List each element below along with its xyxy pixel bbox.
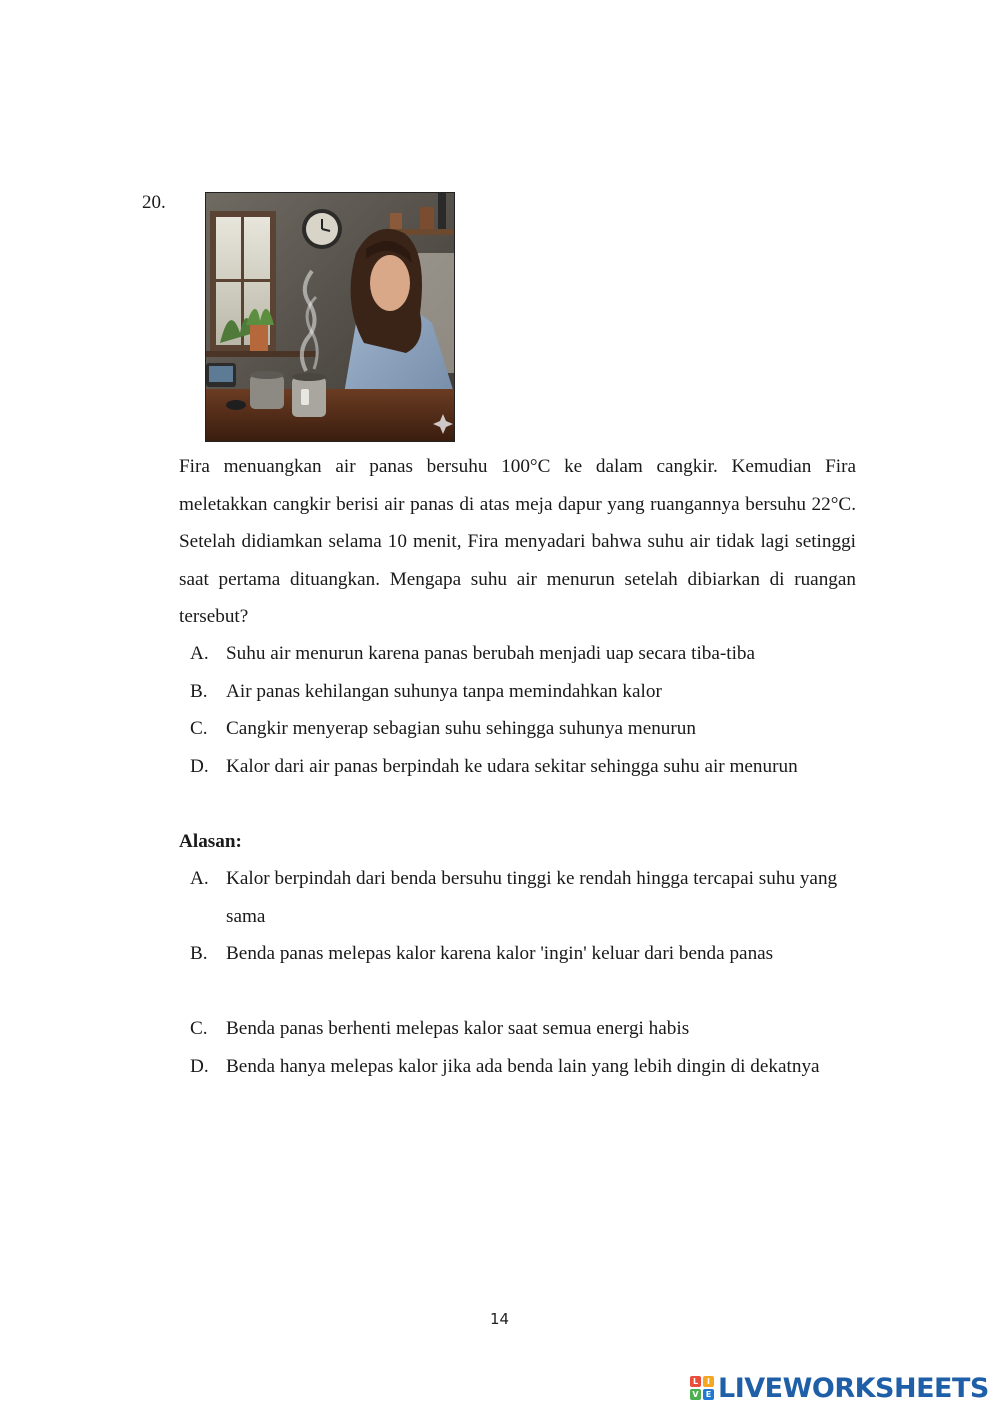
logo-tile: V <box>690 1389 701 1400</box>
brand-name: LIVEWORKSHEETS <box>718 1372 989 1404</box>
option-text: Kalor dari air panas berpindah ke udara sekitar sehingga suhu air menurun <box>226 756 798 777</box>
page-number: 14 <box>489 1310 510 1328</box>
woman-with-coffee-illustration <box>206 193 454 441</box>
question-number: 20. <box>142 192 166 213</box>
reason-option-b[interactable] <box>179 935 819 973</box>
option-text: Air panas kehilangan suhunya tanpa memindahkan kalor <box>226 681 662 702</box>
option-letter: D. <box>190 1056 209 1077</box>
answer-option-a[interactable] <box>179 635 859 673</box>
answer-option-b[interactable] <box>179 673 859 711</box>
logo-tile: L <box>690 1376 701 1387</box>
option-text: Kalor berpindah dari benda bersuhu tinggi ke rendah hingga tercapai suhu yang sama <box>226 868 838 927</box>
reason-option-d[interactable] <box>179 1048 839 1086</box>
reason-option-a[interactable] <box>179 860 859 935</box>
option-text: Suhu air menurun karena panas berubah menjadi uap secara tiba-tiba <box>226 643 756 664</box>
option-letter: C. <box>190 1018 208 1039</box>
question-stem: Fira menuangkan air panas bersuhu 100°C ke dalam cangkir. Kemudian Fira meletakkan cangkir berisi air panas di atas meja dapur yang ruangannya bersuhu 22°C. Setelah didiamkan selama 10 menit, Fira menyadari bahwa suhu air tidak lagi setinggi saat pertama dituangkan. Mengapa suhu air menurun setelah dibiarkan di ruangan tersebut? <box>179 456 856 627</box>
question-image <box>205 192 455 442</box>
reason-heading: Alasan: <box>179 831 242 852</box>
liveworksheets-logo[interactable] <box>690 1372 989 1404</box>
option-text: Benda panas berhenti melepas kalor saat semua energi habis <box>226 1018 690 1039</box>
reason-option-c[interactable] <box>179 1010 859 1048</box>
option-letter: A. <box>190 643 209 664</box>
option-letter: C. <box>190 718 208 739</box>
option-text: Benda hanya melepas kalor jika ada benda lain yang lebih dingin di dekatnya <box>226 1056 820 1077</box>
option-letter: B. <box>190 943 208 964</box>
option-letter: B. <box>190 681 208 702</box>
option-letter: A. <box>190 868 209 889</box>
answer-option-d[interactable] <box>179 748 819 786</box>
logo-icon <box>690 1376 714 1400</box>
option-text: Cangkir menyerap sebagian suhu sehingga suhunya menurun <box>226 718 696 739</box>
logo-tile: I <box>703 1376 714 1387</box>
option-text: Benda panas melepas kalor karena kalor 'ingin' keluar dari benda panas <box>226 943 774 964</box>
option-letter: D. <box>190 756 209 777</box>
answer-option-c[interactable] <box>179 710 859 748</box>
logo-tile: E <box>703 1389 714 1400</box>
